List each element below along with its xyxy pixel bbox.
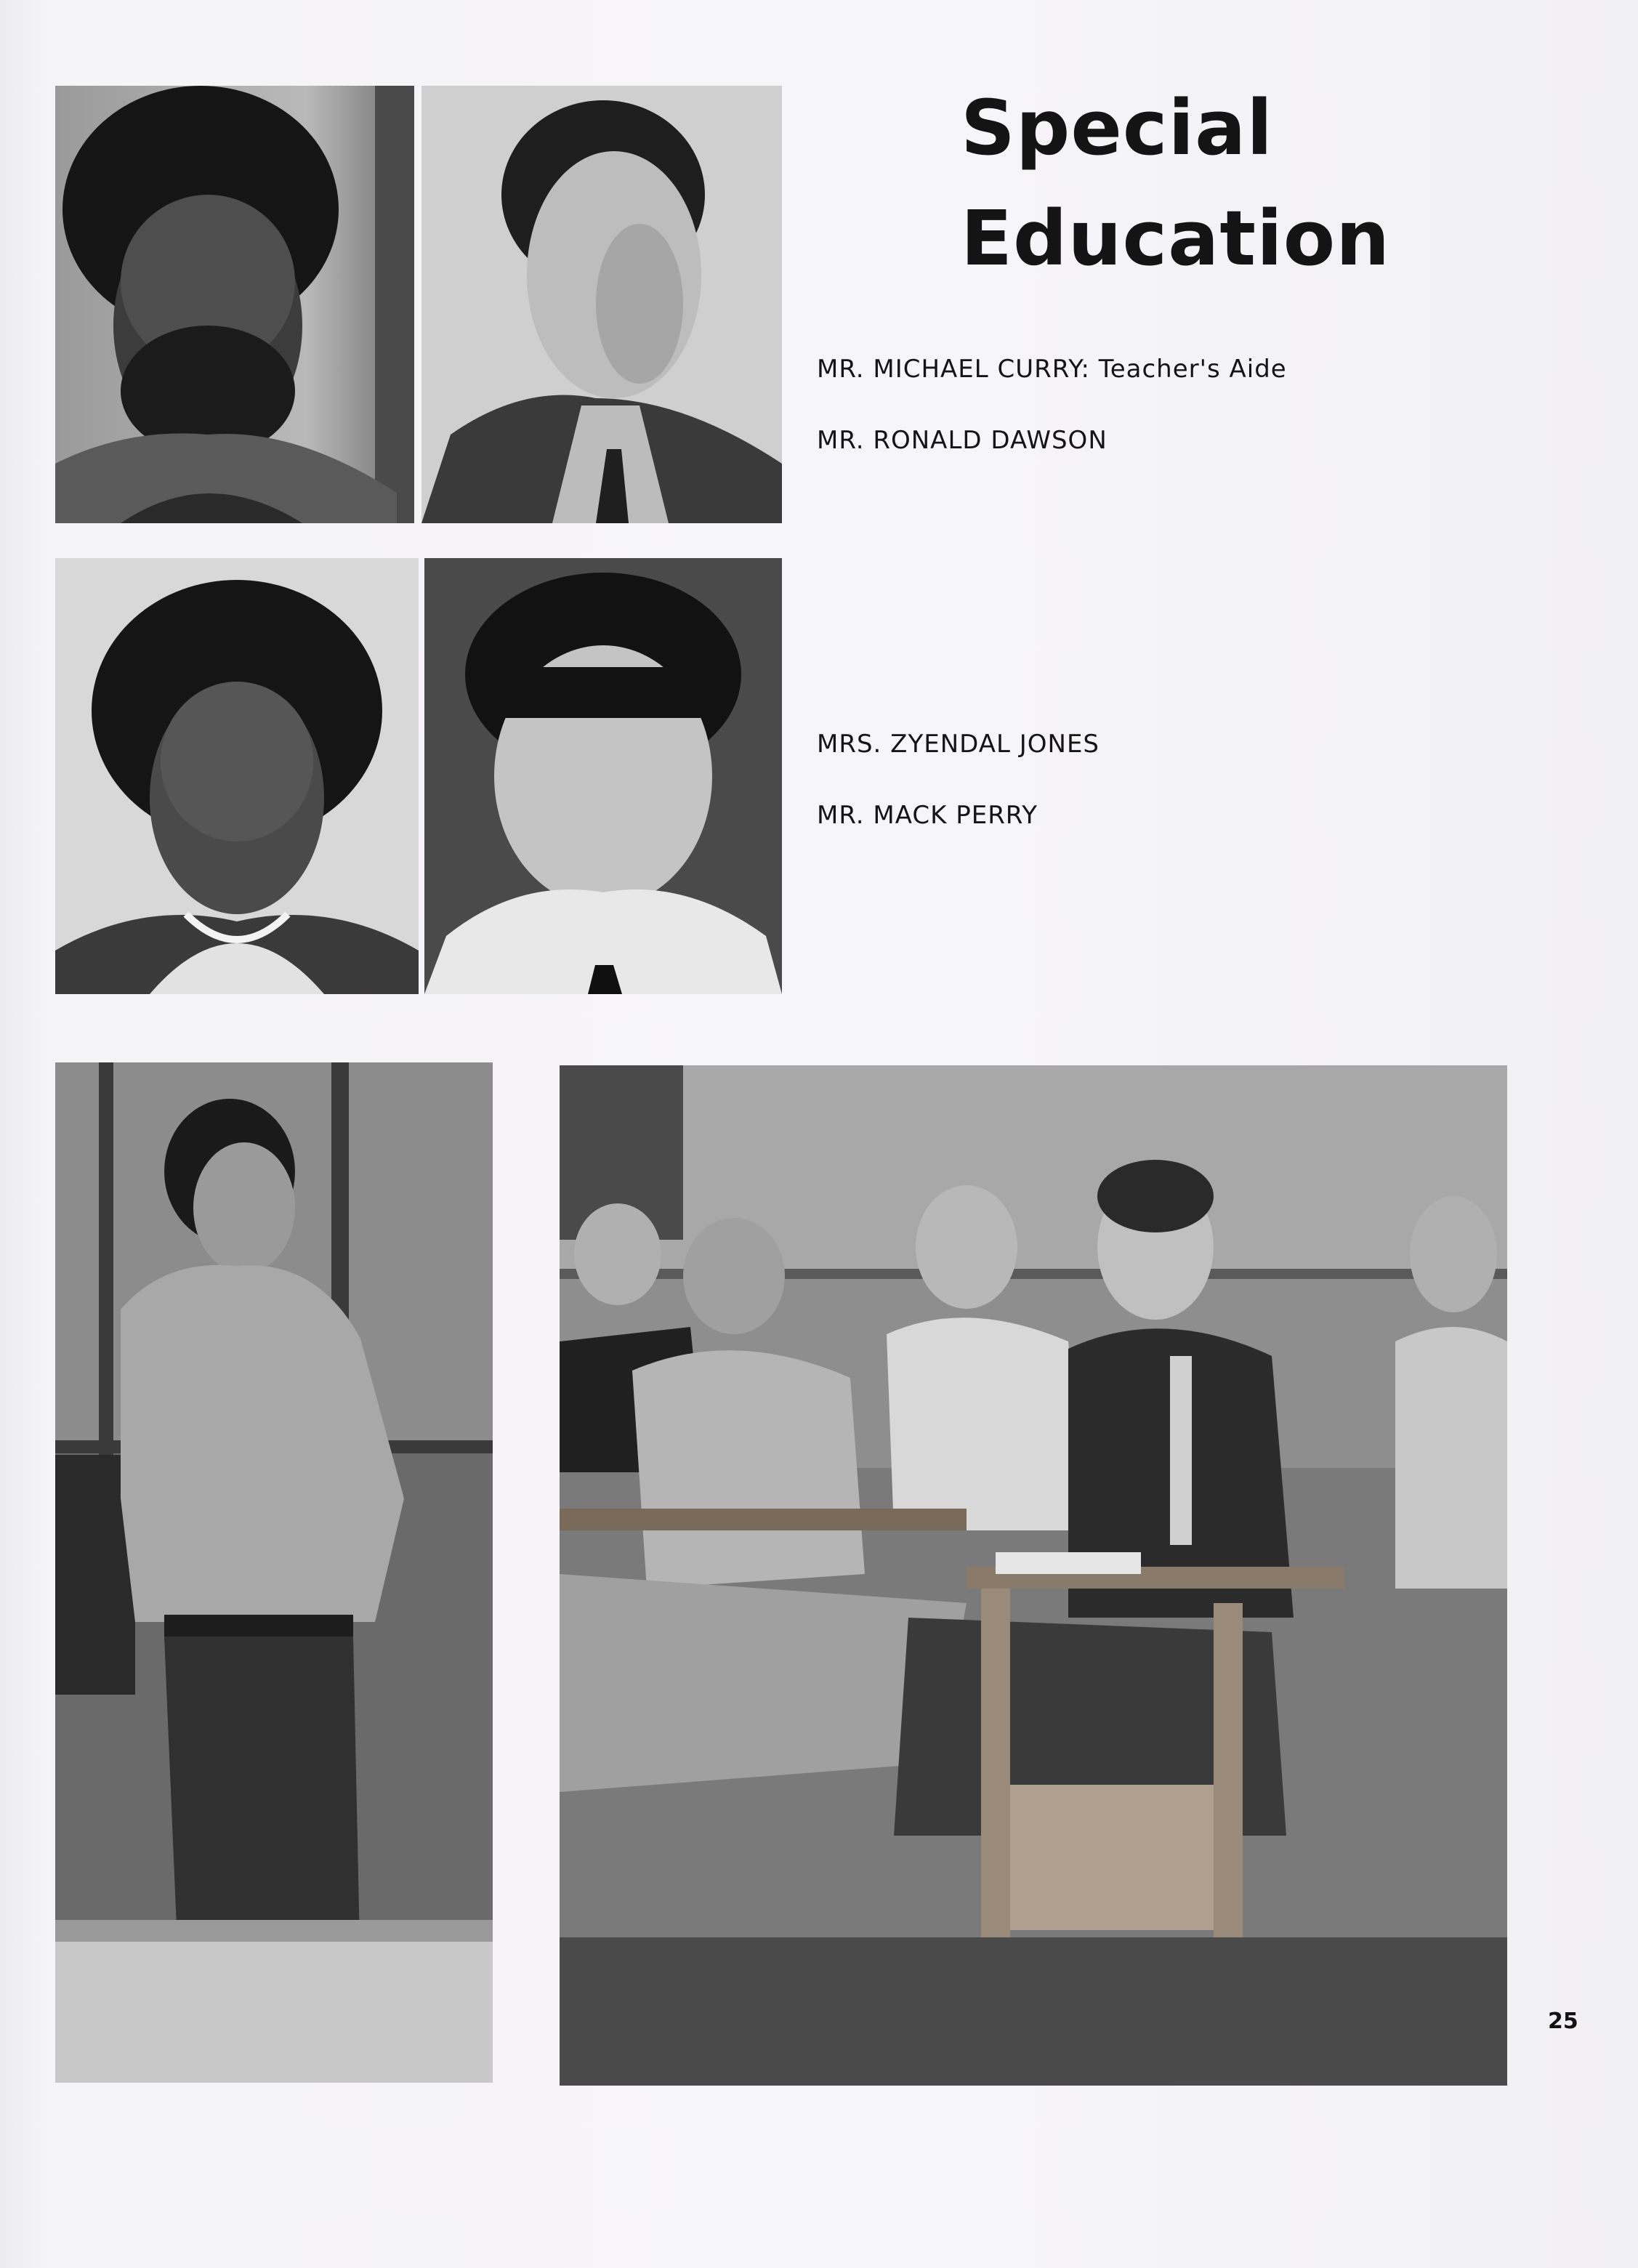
portrait-zyendal-jones: [55, 558, 419, 994]
portrait-ronald-dawson: [421, 86, 782, 523]
page-number: 25: [1548, 2009, 1578, 2034]
portrait-michael-curry: [55, 86, 414, 523]
caption-ronald-dawson: MR. RONALD DAWSON: [817, 426, 1108, 455]
title-line-1: Special: [961, 84, 1274, 172]
caption-zyendal-jones: MRS. ZYENDAL JONES: [817, 730, 1100, 759]
portrait-mack-perry: [424, 558, 782, 994]
title-line-2: Education: [961, 194, 1391, 283]
photo-classroom-students: [560, 1065, 1507, 2086]
photo-teacher-standing: [55, 1062, 493, 2083]
caption-mack-perry: MR. MACK PERRY: [817, 801, 1038, 830]
page-title: [961, 73, 1390, 294]
caption-michael-curry: MR. MICHAEL CURRY: Teacher's Aide: [817, 355, 1287, 384]
